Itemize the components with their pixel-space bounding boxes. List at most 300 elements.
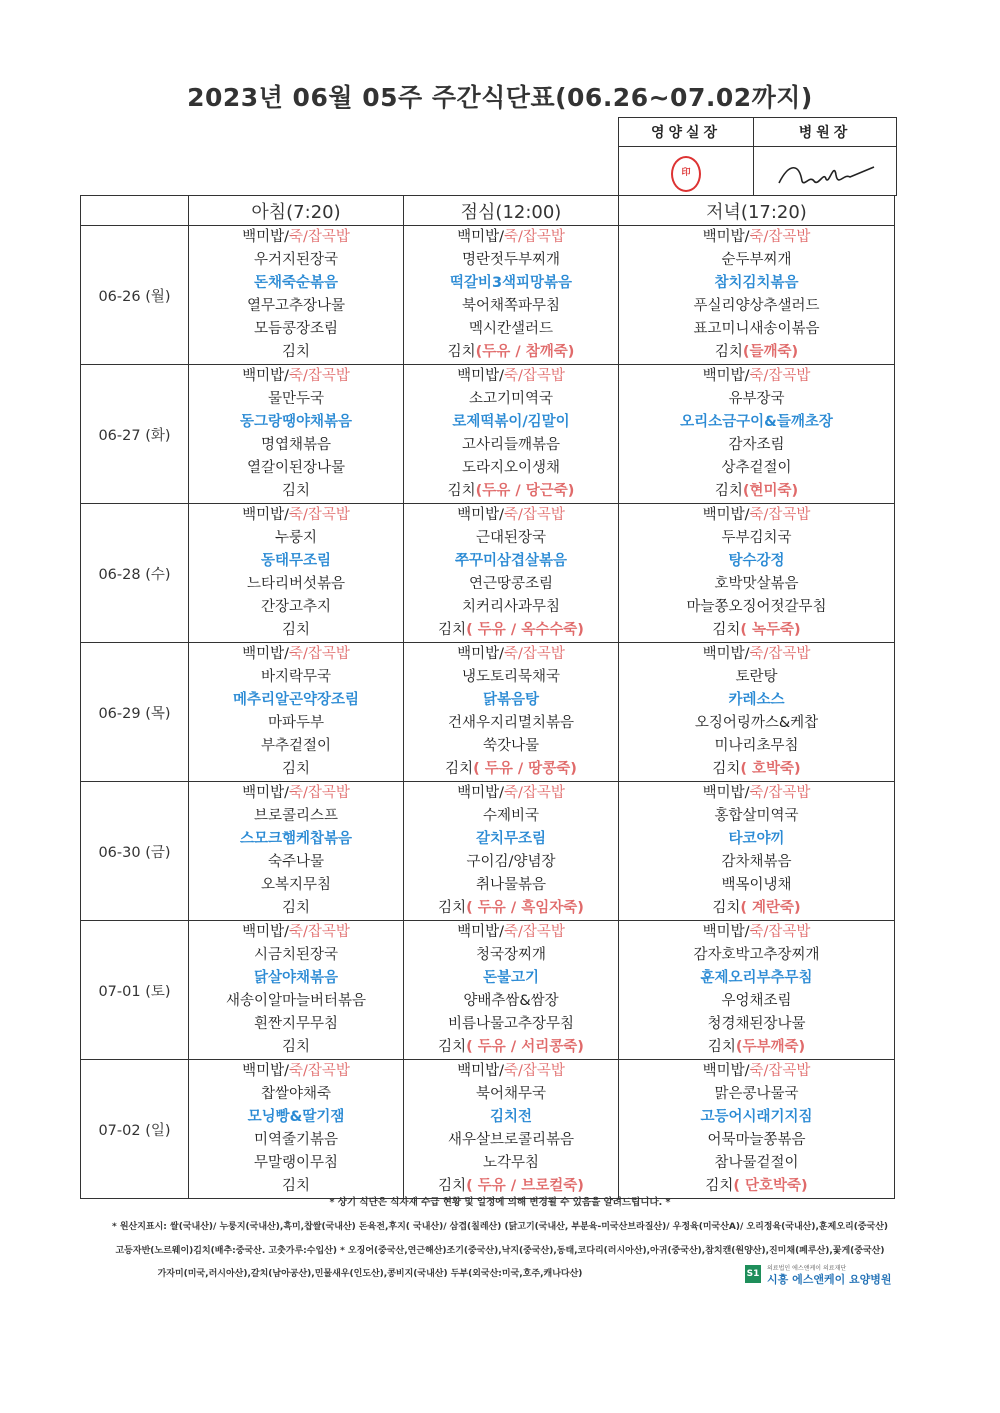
menu-item-text: 미역줄기볶음 (253, 1132, 339, 1148)
menu-item (619, 874, 894, 897)
menu-item-text: 백미밥/ (242, 507, 289, 523)
porridge-option: 죽/잡곡밥 (503, 646, 565, 662)
menu-item-text: 백미밥/ (457, 507, 504, 523)
menu-item-text: 백미밥/ (457, 1063, 504, 1079)
menu-item (189, 967, 403, 990)
menu-item-text: 감자조림 (728, 437, 785, 453)
menu-item-text: 김치 (281, 622, 310, 638)
menu-item-text: 새우살브로콜리볶음 (447, 1132, 575, 1148)
menu-item-text: 우엉채조림 (721, 993, 792, 1009)
snack-porridge: (들깨죽) (742, 344, 799, 360)
rice-line (404, 782, 618, 805)
menu-item (404, 1083, 618, 1106)
meal-cell-lunch (404, 1060, 619, 1199)
menu-item (404, 272, 618, 295)
menu-item-text: 김치 (447, 344, 476, 360)
menu-item-text: 닭볶음탕 (482, 692, 540, 708)
menu-item (404, 1152, 618, 1175)
menu-item-text: 카레소스 (728, 692, 785, 708)
menu-item-text: 김치전 (489, 1109, 533, 1125)
rice-line (619, 643, 894, 666)
rice-line (404, 226, 618, 249)
menu-item (189, 318, 403, 341)
menu-item-text: 백미밥/ (242, 785, 289, 801)
menu-item-text: 백미밥/ (457, 785, 504, 801)
menu-item-text: 맑은콩나물국 (714, 1086, 799, 1102)
day-row (81, 365, 895, 504)
snack-porridge: (현미죽) (742, 483, 799, 499)
snack-porridge: ( 두유 / 브로컬죽) (466, 1178, 584, 1194)
menu-item-text: 김치 (712, 761, 741, 777)
day-date: 06-28 (수) (81, 504, 189, 643)
menu-item-text: 백미밥/ (702, 1063, 750, 1079)
menu-item (404, 388, 618, 411)
approval-nutrition-stamp (619, 147, 754, 196)
day-row (81, 782, 895, 921)
menu-item-text: 건새우지리멸치볶음 (447, 715, 575, 731)
kimchi-line (189, 897, 403, 920)
menu-item (619, 295, 894, 318)
menu-item-text: 모듬콩장조림 (253, 321, 339, 337)
menu-item (189, 828, 403, 851)
menu-item (619, 550, 894, 573)
menu-item (404, 249, 618, 272)
menu-item-text: 도라지오이생채 (461, 460, 561, 476)
menu-item (189, 1083, 403, 1106)
signature-mark (774, 153, 884, 193)
menu-item-text: 소고기미역국 (468, 391, 554, 407)
menu-item-text: 김치 (281, 900, 310, 916)
day-date: 06-27 (화) (81, 365, 189, 504)
snack-porridge: (두유 / 참깨죽) (475, 344, 575, 360)
menu-item-text: 백미밥/ (702, 924, 750, 940)
weekly-menu-table (80, 195, 895, 1199)
menu-item (404, 1013, 618, 1036)
menu-item (404, 967, 618, 990)
meal-cell-lunch (404, 504, 619, 643)
menu-item-text: 김치 (447, 483, 476, 499)
menu-item-text: 냉도토리묵채국 (461, 669, 561, 685)
kimchi-line (404, 1036, 618, 1059)
menu-item-text: 마늘쫑오징어젓갈무침 (686, 599, 827, 615)
menu-item (189, 249, 403, 272)
kimchi-line (404, 619, 618, 642)
menu-item (619, 596, 894, 619)
rice-line (404, 504, 618, 527)
menu-item-text: 고사리들깨볶음 (461, 437, 561, 453)
menu-item-text: 김치 (705, 1178, 734, 1194)
kimchi-line (189, 341, 403, 364)
meal-cell-breakfast (189, 1060, 404, 1199)
menu-item-text: 구이김/양념장 (466, 854, 556, 870)
porridge-option: 죽/잡곡밥 (288, 1063, 350, 1079)
menu-item (619, 851, 894, 874)
kimchi-line (619, 1036, 894, 1059)
menu-item (189, 1013, 403, 1036)
menu-item-text: 표고미니새송이볶음 (693, 321, 820, 337)
menu-item-text: 흰짠지무무침 (253, 1016, 339, 1032)
menu-item (619, 990, 894, 1013)
menu-item-text: 백미밥/ (242, 924, 289, 940)
snack-porridge: ( 두유 / 옥수수죽) (466, 622, 584, 638)
menu-item (189, 1152, 403, 1175)
menu-item (189, 272, 403, 295)
menu-item-text: 메추리알곤약장조림 (232, 692, 360, 708)
rice-line (619, 226, 894, 249)
menu-item-text: 근대된장국 (475, 530, 547, 546)
menu-item-text: 우거지된장국 (253, 252, 339, 268)
porridge-option: 죽/잡곡밥 (288, 646, 350, 662)
menu-item-text: 북어채쪽파무침 (461, 298, 561, 314)
day-date: 06-30 (금) (81, 782, 189, 921)
menu-item (189, 573, 403, 596)
snack-porridge: ( 단호박죽) (733, 1178, 808, 1194)
menu-item (189, 457, 403, 480)
rice-line (189, 643, 403, 666)
approval-director-signature (754, 147, 897, 196)
menu-item-text: 푸실리양상추샐러드 (693, 298, 820, 314)
logo-subtitle: 의료법인 에스앤케이 의료재단 (767, 1265, 847, 1272)
porridge-option: 죽/잡곡밥 (503, 229, 565, 245)
rice-line (619, 782, 894, 805)
porridge-option: 죽/잡곡밥 (288, 924, 350, 940)
menu-item-text: 김치 (712, 900, 741, 916)
menu-item-text: 미나리초무침 (714, 738, 799, 754)
menu-item-text: 오징어링까스&케찹 (694, 715, 819, 731)
menu-item-text: 탕수강정 (728, 553, 785, 569)
menu-item-text: 오리소금구이&들깨초장 (680, 414, 833, 430)
porridge-option: 죽/잡곡밥 (749, 924, 811, 940)
porridge-option: 죽/잡곡밥 (288, 368, 350, 384)
day-row (81, 921, 895, 1060)
menu-item (404, 434, 618, 457)
meal-cell-breakfast (189, 921, 404, 1060)
menu-item (189, 596, 403, 619)
menu-item (404, 550, 618, 573)
snack-porridge: ( 두유 / 서리콩죽) (466, 1039, 584, 1055)
meal-cell-breakfast (189, 504, 404, 643)
snack-porridge: ( 호박죽) (740, 761, 801, 777)
menu-item (619, 1129, 894, 1152)
porridge-option: 죽/잡곡밥 (288, 229, 350, 245)
menu-item-text: 두부김치국 (721, 530, 792, 546)
menu-item-text: 백미밥/ (457, 924, 504, 940)
page-title: 2023년 06월 05주 주간식단표(06.26~07.02까지) (187, 83, 813, 112)
menu-item (189, 666, 403, 689)
menu-item (404, 318, 618, 341)
snack-porridge: ( 녹두죽) (740, 622, 801, 638)
menu-item-text: 토란탕 (735, 669, 778, 685)
menu-item-text: 물만두국 (267, 391, 325, 407)
menu-item-text: 백미밥/ (242, 1063, 289, 1079)
menu-item (619, 318, 894, 341)
menu-item-text: 수제비국 (482, 808, 540, 824)
menu-item (619, 712, 894, 735)
menu-item (404, 851, 618, 874)
rice-line (404, 1060, 618, 1083)
origin-line-1: * 원산지표시: 쌀(국내산)/ 누룽지(국내산),흑미,찹쌀(국내산) 돈육전,후지( 국내산)/ 삼겹(칠레산) (닭고기(국내산, 부분육-미국산브라질산)/ 우정육(미국산A)/ 오리정육(국내산),훈제오리(중국산) (111, 1222, 888, 1232)
porridge-option: 죽/잡곡밥 (749, 229, 811, 245)
meal-cell-breakfast (189, 782, 404, 921)
menu-item-text: 감차채볶음 (721, 854, 792, 870)
menu-item (404, 1129, 618, 1152)
menu-item-text: 김치 (438, 1178, 467, 1194)
porridge-option: 죽/잡곡밥 (749, 785, 811, 801)
snack-porridge: ( 계란죽) (740, 900, 801, 916)
menu-item-text: 쭈꾸미삼겹살볶음 (454, 553, 568, 569)
porridge-option: 죽/잡곡밥 (749, 507, 811, 523)
porridge-option: 죽/잡곡밥 (503, 507, 565, 523)
rice-line (189, 365, 403, 388)
menu-item-text: 찹쌀야채죽 (260, 1086, 332, 1102)
menu-item (619, 411, 894, 434)
menu-item (619, 1152, 894, 1175)
day-date: 06-29 (목) (81, 643, 189, 782)
menu-item (619, 1106, 894, 1129)
menu-item-text: 백미밥/ (702, 368, 750, 384)
kimchi-line (619, 619, 894, 642)
kimchi-line (619, 758, 894, 781)
menu-item-text: 김치 (712, 622, 741, 638)
menu-item-text: 연근땅콩조림 (468, 576, 554, 592)
origin-line-3: 가자미(미국,러시아산),갈치(남아공산),민물새우(인도산),콩비지(국내산) 두부(외국산:미국,호주,캐나다산) (157, 1269, 583, 1279)
menu-item (619, 388, 894, 411)
porridge-option: 죽/잡곡밥 (503, 924, 565, 940)
menu-item-text: 김치 (438, 900, 467, 916)
menu-item-text: 백미밥/ (702, 646, 750, 662)
kimchi-line (404, 480, 618, 503)
kimchi-line (404, 341, 618, 364)
menu-item-text: 김치 (438, 622, 467, 638)
menu-item-text: 백미밥/ (457, 229, 504, 245)
approval-box (618, 117, 897, 196)
kimchi-line (189, 758, 403, 781)
rice-line (189, 504, 403, 527)
menu-item (404, 990, 618, 1013)
notice-text: * 상기 식단은 식자재 수급 현황 및 일정에 의해 변경될 수 있음을 알려드립니다. * (329, 1197, 671, 1208)
menu-item-text: 바지락무국 (260, 669, 332, 685)
corner-cell (81, 196, 189, 226)
menu-item (619, 666, 894, 689)
rice-line (404, 921, 618, 944)
porridge-option: 죽/잡곡밥 (749, 1063, 811, 1079)
menu-item (619, 828, 894, 851)
menu-item-text: 취나물볶음 (475, 877, 547, 893)
menu-item-text: 열무고추장나물 (246, 298, 346, 314)
header-breakfast: 아침(7:20) (189, 196, 404, 226)
porridge-option: 죽/잡곡밥 (288, 785, 350, 801)
day-row (81, 1060, 895, 1199)
porridge-option: 죽/잡곡밥 (749, 646, 811, 662)
menu-item-text: 김치 (438, 1039, 467, 1055)
day-date: 06-26 (월) (81, 226, 189, 365)
menu-item-text: 김치 (445, 761, 474, 777)
rice-line (619, 504, 894, 527)
rice-line (189, 226, 403, 249)
kimchi-line (619, 341, 894, 364)
menu-item-text: 백미밥/ (702, 229, 750, 245)
menu-item-text: 김치 (281, 344, 310, 360)
porridge-option: 죽/잡곡밥 (503, 1063, 565, 1079)
snack-porridge: (두유 / 당근죽) (475, 483, 575, 499)
snack-porridge: (두부깨죽) (735, 1039, 806, 1055)
menu-item-text: 백미밥/ (457, 646, 504, 662)
meal-cell-lunch (404, 782, 619, 921)
meal-cell-breakfast (189, 643, 404, 782)
menu-item-text: 백미밥/ (242, 368, 289, 384)
menu-item-text: 노각무침 (482, 1155, 540, 1171)
menu-item (189, 944, 403, 967)
menu-item-text: 양배추쌈&쌈장 (463, 993, 559, 1009)
porridge-option: 죽/잡곡밥 (503, 785, 565, 801)
menu-item (189, 735, 403, 758)
menu-item (404, 666, 618, 689)
menu-item-text: 백미밥/ (242, 646, 289, 662)
menu-item (404, 596, 618, 619)
menu-item-text: 새송이알마늘버터볶음 (225, 993, 367, 1009)
meal-cell-breakfast (189, 365, 404, 504)
menu-item (404, 527, 618, 550)
meal-cell-lunch (404, 643, 619, 782)
menu-item (619, 689, 894, 712)
porridge-option: 죽/잡곡밥 (749, 368, 811, 384)
menu-item-text: 비름나물고추장무침 (447, 1016, 575, 1032)
rice-line (404, 643, 618, 666)
menu-item-text: 명엽채볶음 (260, 437, 332, 453)
menu-item-text: 타코야끼 (728, 831, 785, 847)
rice-line (189, 1060, 403, 1083)
menu-item-text: 김치 (714, 483, 743, 499)
origin-line-2: 고등자반(노르웨이)김치(배추:중국산. 고춧가루:수입산) * 오징어(중국산,연근해산)조기(중국산),낙지(중국산),동태,코다리(러시아산),아귀(중국산),참치캔(원양산),진미채(페루산),꽃게(중국산) (115, 1246, 885, 1256)
menu-item (619, 272, 894, 295)
menu-item (404, 411, 618, 434)
menu-item-text: 훈제오리부추무침 (700, 970, 813, 986)
menu-item-text: 모닝빵&딸기잼 (247, 1109, 345, 1125)
menu-item-text: 부추겉절이 (260, 738, 332, 754)
menu-item (619, 457, 894, 480)
menu-item-text: 상추겉절이 (721, 460, 792, 476)
menu-item (189, 712, 403, 735)
meal-cell-lunch (404, 921, 619, 1060)
meal-cell-dinner (619, 504, 895, 643)
menu-item (189, 689, 403, 712)
kimchi-line (189, 619, 403, 642)
menu-item-text: 김치 (281, 1039, 310, 1055)
menu-item (189, 990, 403, 1013)
menu-item-text: 김치 (281, 483, 310, 499)
menu-item-text: 명란젓두부찌개 (461, 252, 561, 268)
menu-item (189, 550, 403, 573)
menu-item (619, 944, 894, 967)
menu-item-text: 마파두부 (267, 715, 325, 731)
menu-item-text: 청경채된장나물 (707, 1016, 806, 1032)
menu-item-text: 동태무조림 (260, 553, 332, 569)
kimchi-line (619, 897, 894, 920)
menu-item-text: 동그랑땡야채볶음 (239, 414, 353, 430)
menu-item-text: 백미밥/ (242, 229, 289, 245)
menu-item (619, 434, 894, 457)
menu-item (619, 573, 894, 596)
menu-item-text: 어묵마늘쫑볶음 (707, 1132, 806, 1148)
menu-item-text: 백미밥/ (457, 368, 504, 384)
rice-line (189, 921, 403, 944)
menu-item-text: 백미밥/ (702, 785, 750, 801)
seal-stamp: 印 (671, 156, 701, 192)
hospital-logo (745, 1263, 892, 1287)
rice-line (619, 1060, 894, 1083)
kimchi-line (189, 480, 403, 503)
menu-item (189, 874, 403, 897)
meal-cell-dinner (619, 643, 895, 782)
menu-item-text: 호박맛살볶음 (714, 576, 799, 592)
snack-porridge: ( 두유 / 흑임자죽) (466, 900, 584, 916)
menu-item (619, 249, 894, 272)
menu-item-text: 쑥갓나물 (482, 738, 540, 754)
logo-name: 시흥 에스앤케이 요양병원 (767, 1273, 892, 1286)
day-date: 07-01 (토) (81, 921, 189, 1060)
menu-item-text: 시금치된장국 (253, 947, 339, 963)
snack-porridge: ( 두유 / 땅콩죽) (473, 761, 577, 777)
day-row (81, 504, 895, 643)
menu-item-text: 북어채무국 (475, 1086, 547, 1102)
menu-item (189, 1129, 403, 1152)
menu-item (404, 828, 618, 851)
menu-item (189, 1106, 403, 1129)
day-date: 07-02 (일) (81, 1060, 189, 1199)
menu-item (404, 735, 618, 758)
approval-nutrition-head: 영양실장 (619, 118, 754, 147)
porridge-option: 죽/잡곡밥 (288, 507, 350, 523)
menu-item (189, 295, 403, 318)
menu-item (189, 388, 403, 411)
menu-item-text: 돈채죽순볶음 (253, 275, 339, 291)
menu-item-text: 누룽지 (274, 530, 318, 546)
menu-item-text: 감자호박고추장찌개 (693, 947, 820, 963)
menu-item (619, 1083, 894, 1106)
menu-item (404, 457, 618, 480)
menu-item-text: 오복지무침 (260, 877, 332, 893)
menu-item (189, 805, 403, 828)
menu-item-text: 김치 (281, 1178, 310, 1194)
meal-cell-lunch (404, 365, 619, 504)
day-row (81, 226, 895, 365)
menu-item (619, 527, 894, 550)
kimchi-line (404, 758, 618, 781)
menu-item-text: 고등어시래기지짐 (700, 1109, 813, 1125)
menu-item-text: 유부장국 (728, 391, 785, 407)
meal-cell-breakfast (189, 226, 404, 365)
menu-item (619, 735, 894, 758)
approval-director-head: 병원장 (754, 118, 897, 147)
meal-cell-dinner (619, 1060, 895, 1199)
menu-item-text: 순두부찌개 (721, 252, 792, 268)
menu-item-text: 김치 (707, 1039, 736, 1055)
menu-item-text: 참나물겉절이 (714, 1155, 799, 1171)
day-row (81, 643, 895, 782)
menu-item (404, 1106, 618, 1129)
menu-item-text: 치커리사과무침 (461, 599, 561, 615)
kimchi-line (404, 897, 618, 920)
meal-cell-dinner (619, 226, 895, 365)
menu-item-text: 참치김치볶음 (714, 275, 799, 291)
rice-line (189, 782, 403, 805)
menu-item-text: 로제떡볶이/김말이 (452, 414, 570, 430)
menu-item (404, 573, 618, 596)
menu-item-text: 느타리버섯볶음 (246, 576, 346, 592)
menu-item (189, 851, 403, 874)
menu-item-text: 열갈이된장나물 (246, 460, 346, 476)
menu-item (619, 1013, 894, 1036)
